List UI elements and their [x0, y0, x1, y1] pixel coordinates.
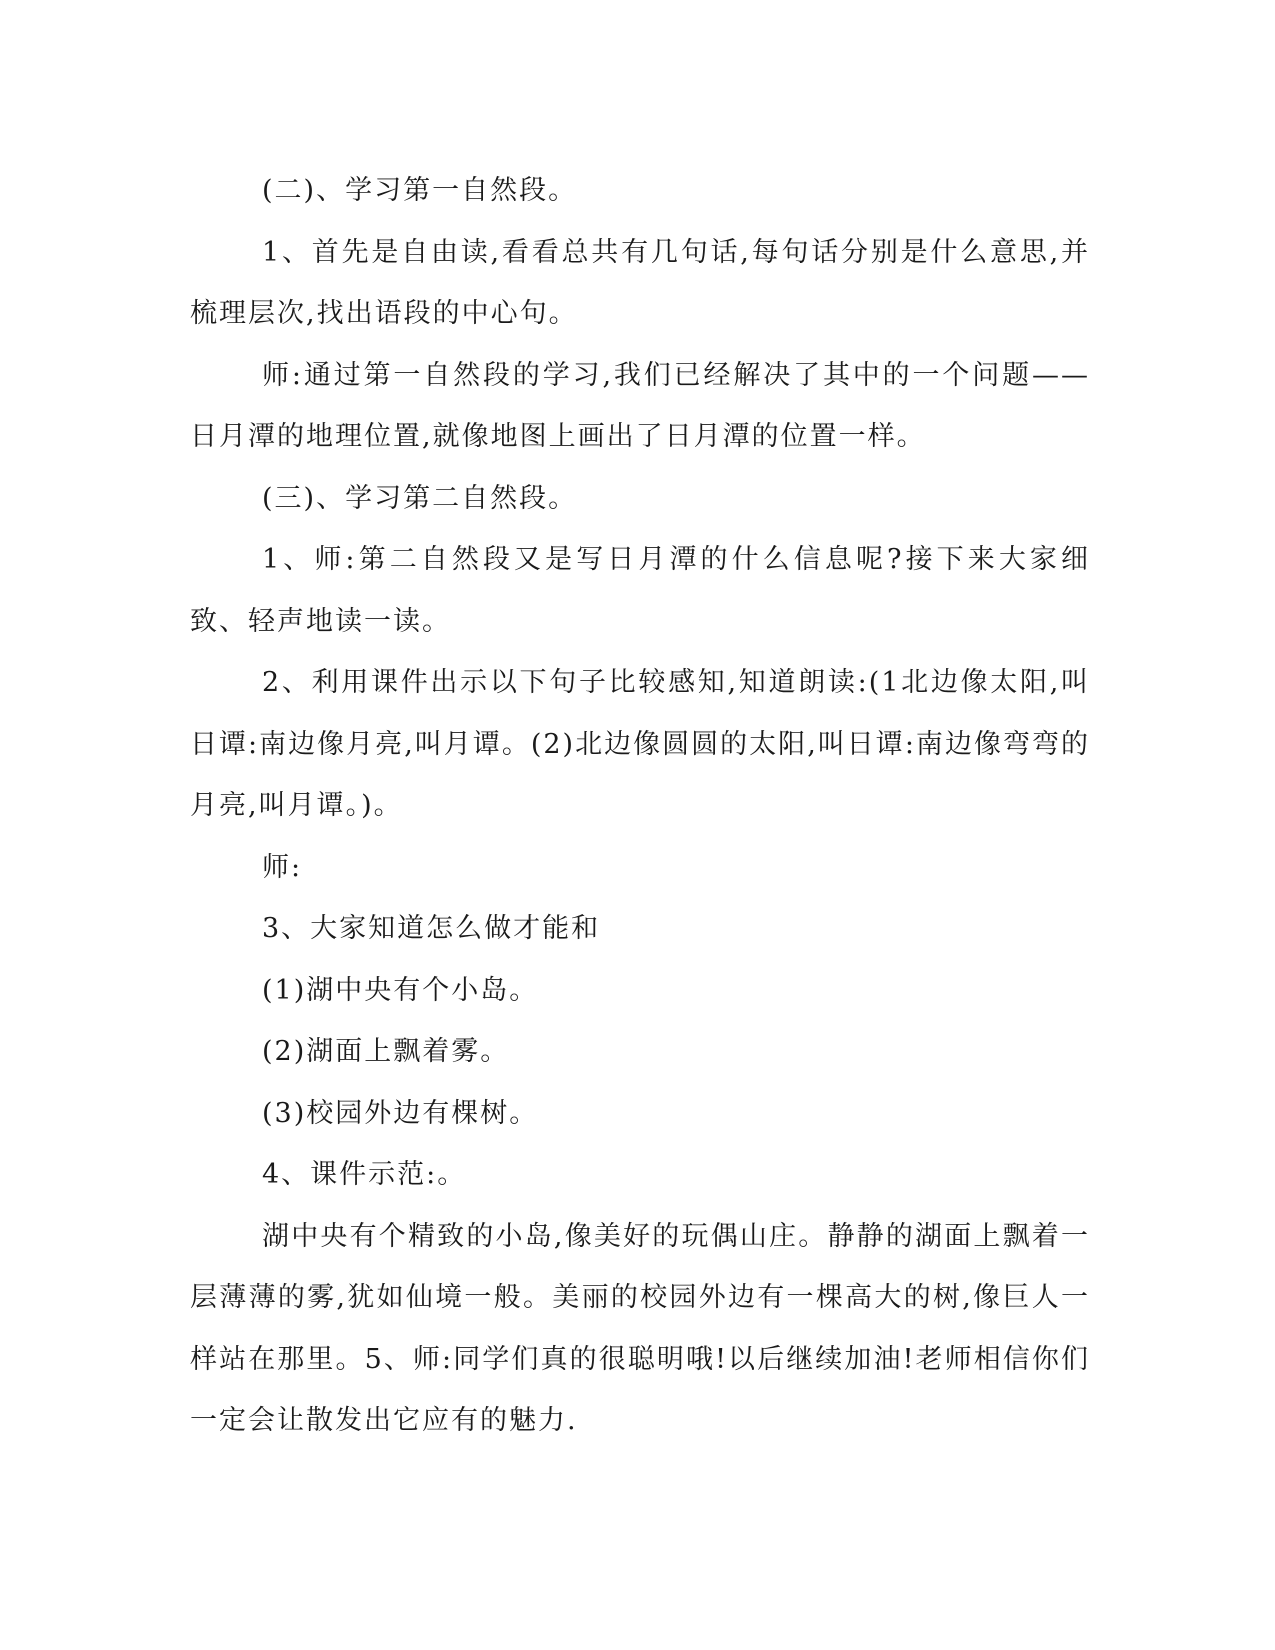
paragraph-step-4: 4、课件示范:。: [262, 1159, 467, 1190]
paragraph-teacher-label: 师:: [262, 851, 303, 883]
paragraph-step-1-second-section: 1、师:第二自然段又是写日月潭的什么信息呢?接下来大家细致、轻声地读一读。: [190, 544, 1090, 637]
document-body: [190, 160, 1090, 1452]
list-item-1: (1)湖中央有个小岛。: [262, 974, 539, 1006]
paragraph-step-1-free-reading: 1、首先是自由读,看看总共有几句话,每句话分别是什么意思,并梳理层次,找出语段的中心句。: [190, 236, 1090, 329]
heading-section-3: (三)、学习第二自然段。: [262, 482, 578, 514]
heading-section-2: (二)、学习第一自然段。: [262, 175, 578, 206]
list-item-2: (2)湖面上飘着雾。: [262, 1036, 510, 1067]
list-item-3: (3)校园外边有棵树。: [262, 1097, 539, 1129]
paragraph-step-2-compare-sentences: 2、利用课件出示以下句子比较感知,知道朗读:(1北边像太阳,叫日谭:南边像月亮,叫月谭。(2)北边像圆圆的太阳,叫日谭:南边像弯弯的月亮,叫月谭。)。: [190, 667, 1090, 821]
paragraph-example-text: 湖中央有个精致的小岛,像美好的玩偶山庄。静静的湖面上飘着一层薄薄的雾,犹如仙境一般。美丽的校园外边有一棵高大的树,像巨人一样站在那里。5、师:同学们真的很聪明哦!以后继续加油!老师相信你们一定会让散发出它应有的魅力.: [190, 1220, 1090, 1436]
paragraph-teacher-summary-1: 师:通过第一自然段的学习,我们已经解决了其中的一个问题——日月潭的地理位置,就像地图上画出了日月潭的位置一样。: [190, 359, 1090, 452]
paragraph-step-3: 3、大家知道怎么做才能和: [262, 913, 601, 944]
